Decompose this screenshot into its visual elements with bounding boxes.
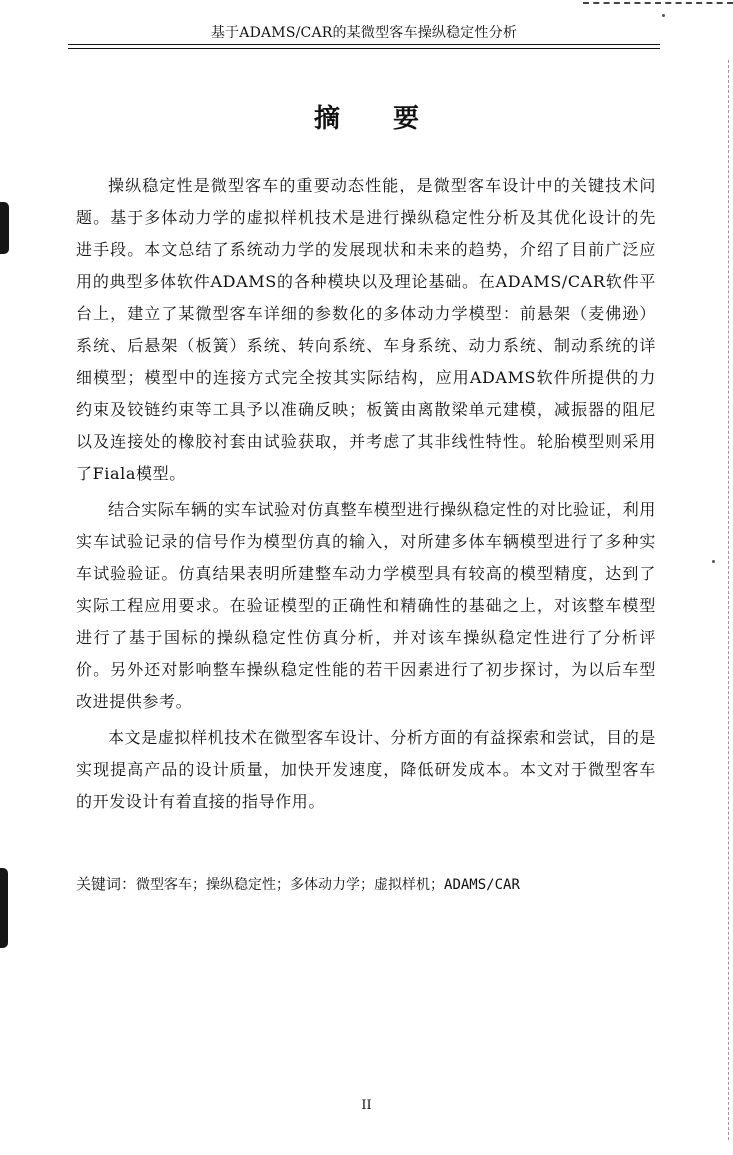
scan-artifact-left-mark [0,202,9,254]
abstract-paragraph: 本文是虚拟样机技术在微型客车设计、分析方面的有益探索和尝试，目的是实现提高产品的设计质量，加快开发速度，降低研发成本。本文对于微型客车的开发设计有着直接的指导作用。 [76,728,656,811]
keywords-label: 关键词： [76,875,137,893]
abstract-paragraph: 操纵稳定性是微型客车的重要动态性能，是微型客车设计中的关键技术问题。基于多体动力学的虚拟样机技术是进行操纵稳定性分析及其优化设计的先进手段。本文总结了系统动力学的发展现状和未来的趋势，介绍了目前广泛应用的典型多体软件ADAMS的各种模块以及理论基础。在ADAMS/CAR软件平台上，建立了某微型客车详细的参数化的多体动力学模型：前悬架（麦佛逊）系统、后悬架（板簧）系统、转向系统、车身系统、动力系统、制动系统的详细模型；模型中的连接方式完全按其实际结构，应用ADAMS软件所提供的力约束及铰链约束等工具予以准确反映；板簧由离散梁单元建模，减振器的阻尼以及连接处的橡胶衬套由试验获取，并考虑了其非线性特性。轮胎模型则采用了Fiala模型。 [76,176,656,483]
scan-artifact-right-edge [728,60,729,1140]
scan-artifact-left-mark [0,868,8,948]
header-rule-thick [68,44,660,45]
page-number: II [361,1098,372,1113]
keywords-line [76,872,656,897]
running-header: 基于ADAMS/CAR的某微型客车操纵稳定性分析 [210,25,518,41]
abstract-paragraph: 结合实际车辆的实车试验对仿真整车模型进行操纵稳定性的对比验证，利用实车试验记录的信号作为模型仿真的输入，对所建多体车辆模型进行了多种实车试验验证。仿真结果表明所建整车动力学模型具有较高的模型精度，达到了实际工程应用要求。在验证模型的正确性和精确性的基础之上，对该整车模型进行了基于国标的操纵稳定性仿真分析，并对该车操纵稳定性进行了分析评价。另外还对影响整车操纵稳定性能的若干因素进行了初步探讨，为以后车型改进提供参考。 [76,500,656,711]
scan-artifact-dot [662,14,665,17]
scan-artifact-top-dash [583,2,733,4]
header-rule-thin [68,48,660,49]
abstract-body [76,170,656,822]
scan-artifact-dot [712,560,715,563]
keywords-terms: 微型客车；操纵稳定性；多体动力学；虚拟样机；ADAMS/CAR [136,877,520,893]
abstract-title: 摘 要 [313,104,442,134]
